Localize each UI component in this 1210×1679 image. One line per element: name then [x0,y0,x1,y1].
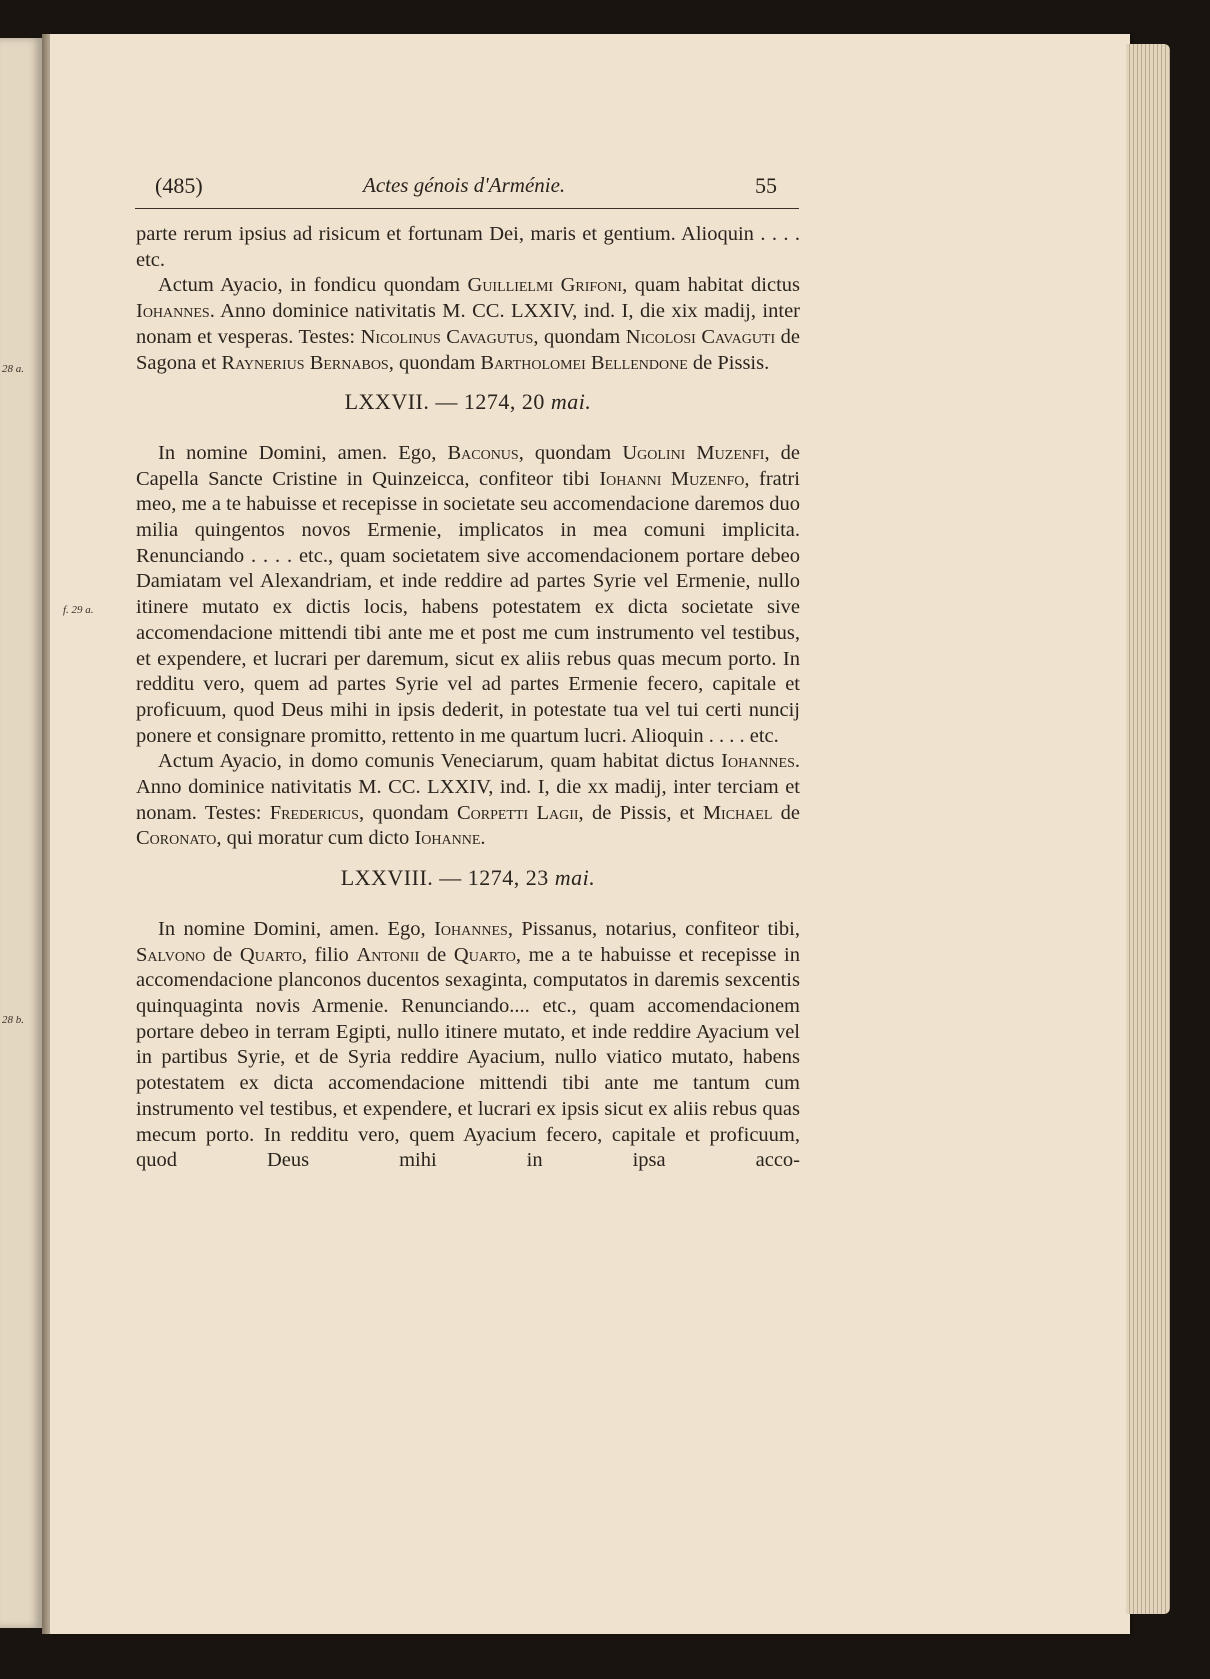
name: Fredericus [269,801,359,824]
name: Nicolinus Cavagutus [360,325,534,348]
name: Ugolini Muzenfi [622,441,765,464]
page-header [155,173,777,205]
name: Bartholomei Bellendone [480,351,688,374]
paragraph-1: parte rerum ipsius ad risicum et fortunam Dei, maris et gentium. Alioquin . . . . etc. [136,223,800,271]
name: Raynerius Bernabos [221,351,389,374]
name: Salvono [136,943,206,966]
name: Iohanne [414,827,481,850]
body-text [136,222,800,1174]
name: Michael [702,801,773,824]
paragraph-5: In nomine Domini, amen. Ego, Iohannes, Pissanus, notarius, confiteor tibi, Salvono de Quarto, filio Antonii de Quarto, me a te habuisse et recepisse in accomendacione planconos ducentos sexaginta, computatos in daremis sexcentis quinquaginta novis Armenie. Renunciando.... etc., quam accomendacionem portare debeo in terram Egipti, nullo itinere mutato, et inde reddire Ayacium vel in partibus Syrie, et de Syria reddire Ayacium, nullo viatico mutato, habens potestatem ex dicta accomendacione mittendi tibi ante me tantum cum instrumento vel testibus, et expendere, et lucrari ex ipsis sicut ex aliis rebus quas mecum porto. In redditu vero, quem Ayacium fecero, capitale et proficuum, quod Deus mihi in ipsa acco- [136,917,800,1172]
name: Coronato [136,827,217,850]
name: Iohannes [434,917,508,940]
name: Baconus [447,441,519,464]
paragraph-2: Actum Ayacio, in fondicu quondam Guillielmi Grifoni, quam habitat dictus Iohannes. Anno dominice nativitatis M. CC. LXXIV, ind. I, die xix madij, inter nonam et vesperas. Testes: Nicolinus Cavagutus, quondam Nicolosi Cavaguti de Sagona et Raynerius Bernabos, quondam Bartholomei Bellendone de Pissis. [136,274,801,374]
paragraph-3: In nomine Domini, amen. Ego, Baconus, quondam Ugolini Muzenfi, de Capella Sancte Cristine in Quinzeicca, confiteor tibi Iohanni Muzenfo, fratri meo, me a te habuisse et recepisse in societate seu accomendacione daremos duo milia quingentos novos Ermenie, implicatos in mea comuni implicita. Renunciando . . . . etc., quam societatem sive accomendacionem portare debeo Damiatam vel Alexandriam, et inde reddire ad partes Syrie vel Ermenie, nullo itinere mutato ex dictis locis, habens potestatem ex dicta societate sive accomendacione mittendi tibi ante me et post me cum instrumento vel testibus, et expendere, et lucrari per daremum, sicut ex aliis rebus quas mecum porto. In redditu vero, quem ad partes Syrie vel ad partes Ermenie fecero, capitale et proficuum, quod Deus mihi in ipsis dederit, in potestate tua vel tui certi nuncij ponere et consignare promitto, rettento in me quartum lucri. Alioquin . . . . etc. [136,441,801,747]
name: Quarto [453,943,516,966]
name: Iohanni Muzenfo [599,467,745,490]
left-page-edge [0,38,42,1628]
margin-note-f29a: f. 29 a. [63,604,94,616]
running-title: Actes génois d'Arménie. [363,173,566,197]
page-edges [1126,44,1170,1614]
name: Quarto [239,943,302,966]
name: Antonii [356,943,420,966]
name: Nicolosi Cavaguti [625,325,776,348]
name: Iohannes [136,300,210,323]
name: Corpetti Lagii [456,801,579,824]
header-rule [135,208,799,209]
paragraph-4: Actum Ayacio, in domo comunis Veneciarum, quam habitat dictus Iohannes. Anno dominice nativitatis M. CC. LXXIV, ind. I, die xx madij, inter terciam et nonam. Testes: Fredericus, quondam Corpetti Lagii, de Pissis, et Michael de Coronato, qui moratur cum dicto Iohanne. [136,750,801,850]
name: Iohannes [721,750,795,773]
document-heading-lxxviii: LXXVIII. — 1274, 23 mai. [340,865,596,891]
folio-number: (485) [155,173,203,198]
margin-note-28b: 28 b. [2,1014,24,1026]
page-number: 55 [755,173,777,198]
document-heading-lxxvii: LXXVII. — 1274, 20 mai. [344,389,592,415]
margin-note-28a: 28 a. [2,363,24,375]
name: Guillielmi Grifoni [467,274,623,297]
